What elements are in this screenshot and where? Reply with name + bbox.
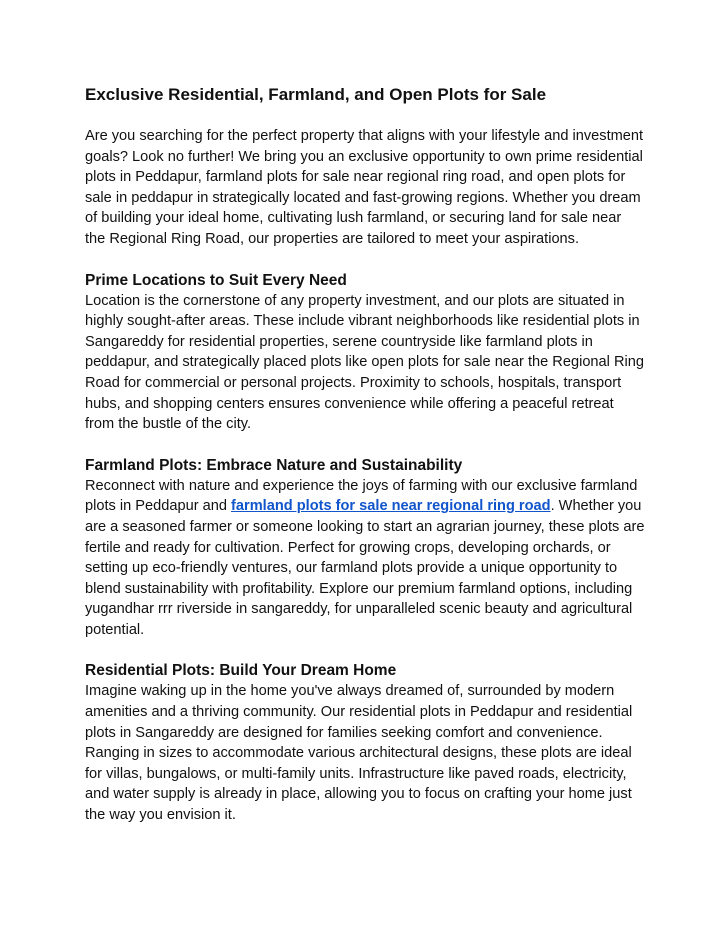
intro-paragraph: Are you searching for the perfect property that aligns with your lifestyle and investment goals? Look no further! We bring you an exclusive opportunity to own prime residential plots in Peddapur, farmland plots for sale near regional ring road, and open plots for sale in peddapur in strategically located and fast-growing regions. Whether you dream of building your ideal home, cultivating lush farmland, or securing land for sale near the Regional Ring Road, our properties are tailored to meet your aspirations. bbox=[85, 128, 644, 247]
section-heading: Farmland Plots: Embrace Nature and Sustainability bbox=[85, 456, 463, 474]
farmland-rrr-link[interactable]: farmland plots for sale near regional ring road bbox=[231, 498, 551, 515]
section-prime-locations bbox=[85, 270, 645, 435]
section-residential-plots bbox=[85, 660, 645, 825]
section-heading: Prime Locations to Suit Every Need bbox=[85, 271, 347, 289]
document-page bbox=[85, 84, 645, 846]
section-heading: Residential Plots: Build Your Dream Home bbox=[85, 662, 397, 680]
section-paragraph: Location is the cornerstone of any property investment, and our plots are situated in highly sought-after areas. These include vibrant neighborhoods like residential plots in Sangareddy for residential properties, serene countryside like farmland plots in peddapur, and strategically placed plots like open plots for sale near the Regional Ring Road for commercial or personal projects. Proximity to schools, hospitals, transport hubs, and shopping centers ensures convenience while offering a peaceful retreat from the bustle of the city. bbox=[85, 292, 644, 433]
section-farmland-plots bbox=[85, 455, 645, 641]
intro-section bbox=[85, 126, 645, 250]
section-paragraph: Imagine waking up in the home you've always dreamed of, surrounded by modern amenities and a thriving community. Our residential plots in Peddapur and residential plots in Sangareddy are designed for families seeking comfort and convenience. Ranging in sizes to accommodate various architectural designs, these plots are ideal for villas, bungalows, or multi-family units. Infrastructure like paved roads, electricity, and water supply is already in place, allowing you to focus on crafting your home just the way you envision it. bbox=[85, 683, 633, 824]
paragraph-text-after-link: . Whether you are a seasoned farmer or someone looking to start an agrarian journey, these plots are fertile and ready for cultivation. Perfect for growing crops, developing orchards, or setting up eco-friendly ventures, our farmland plots provide a unique opportunity to blend sustainability with profitability. Explore our premium farmland options, including yugandhar rrr riverside in sangareddy, for unparalleled scenic beauty and agricultural potential. bbox=[85, 498, 645, 638]
paragraph-text-before-link: Reconnect with nature and experience the joys of farming with our exclusive farmland plots in Peddapur and bbox=[85, 477, 638, 515]
document-title: Exclusive Residential, Farmland, and Open Plots for Sale bbox=[85, 85, 547, 104]
section-paragraph bbox=[85, 476, 645, 641]
